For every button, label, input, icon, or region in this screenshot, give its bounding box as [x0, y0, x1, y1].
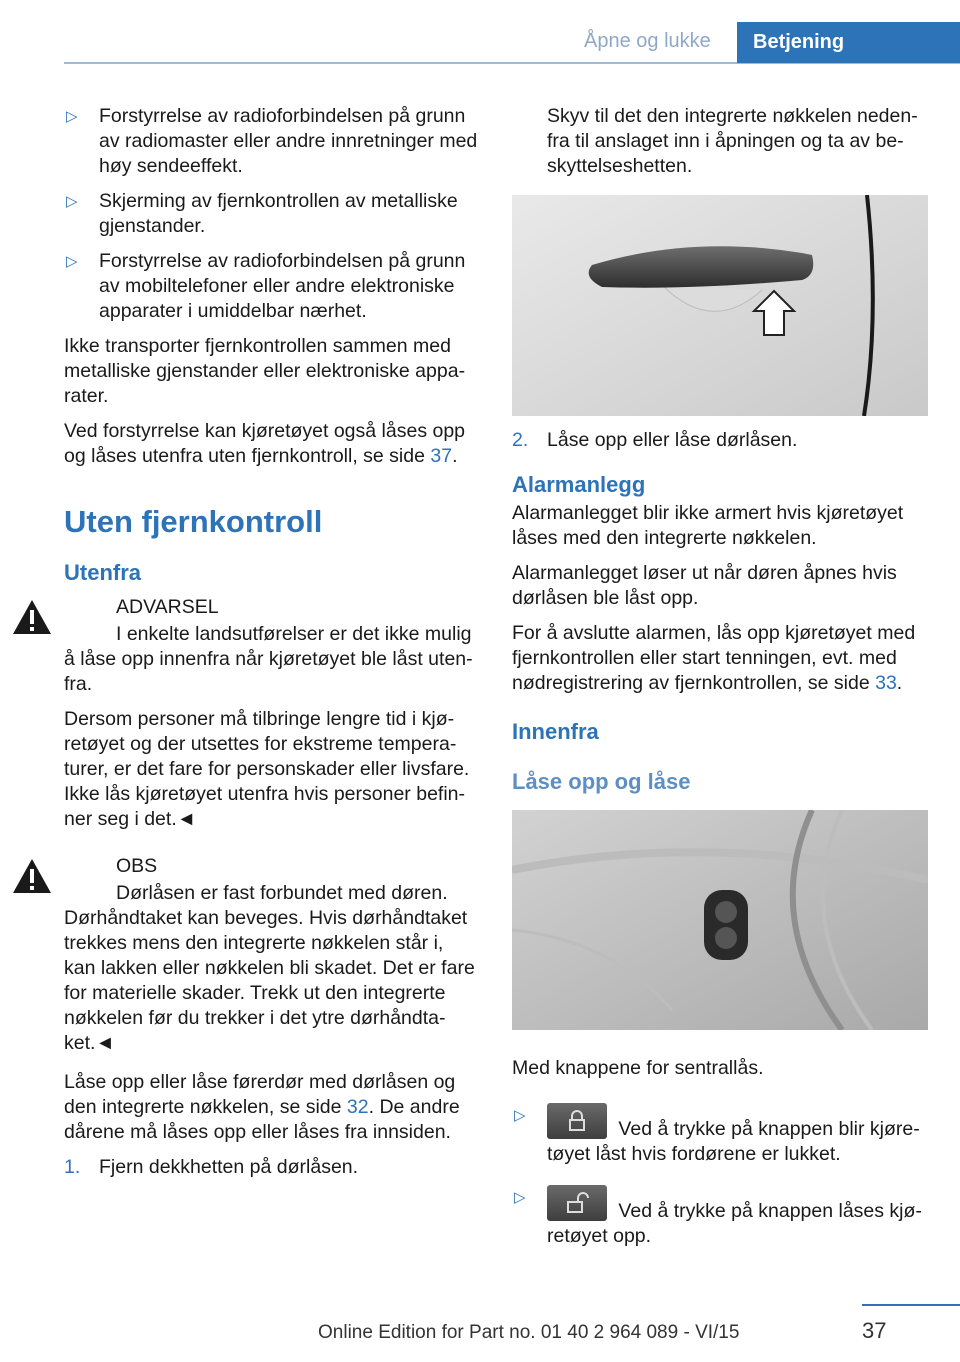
unlock-button-icon	[547, 1185, 607, 1221]
page-link-33[interactable]: 33	[875, 672, 897, 694]
bullet-marker: ▷	[66, 108, 78, 125]
warning-triangle-icon	[12, 599, 52, 635]
subsection-heading: Alarmanlegg	[512, 472, 646, 497]
step-number: 2.	[512, 429, 529, 451]
warning-text: I enkelte landsutførelser er det ikke mulig å låse opp innenfra når kjøretøyet ble låst utenfra.	[64, 623, 473, 695]
header-tab: Betjening	[737, 22, 960, 63]
warning-block	[64, 595, 478, 620]
list-item: ▷ Forstyrrelse av radioforbindelsen på grunn av radiomaster eller andre innretninger med høy sendeeffekt.	[66, 105, 478, 177]
footer-edition: Online Edition for Part no. 01 40 2 964 089 - VI/15	[318, 1322, 740, 1343]
door-panel-image	[512, 810, 928, 1030]
bullet-marker: ▷	[66, 193, 78, 210]
paragraph: For å avslutte alarmen, lås opp kjøretøyet med fjernkontrollen eller start tenningen, evt. med nødregistrering av fjernkontrollen, se side 33.	[512, 622, 916, 694]
step-item: 2. Låse opp eller låse dørlåsen.	[512, 429, 798, 451]
list-item: ▷ Ved å trykke på knappen blir kjøretøyet låst hvis fordørene er lukket.	[512, 1103, 928, 1167]
subsection-heading: Innenfra	[512, 719, 599, 744]
paragraph: Alarmanlegget blir ikke armert hvis kjøretøyet låses med den integrerte nøkkelen.	[512, 502, 904, 549]
paragraph: Alarmanlegget løser ut når døren åpnes hvis dørlåsen ble låst opp.	[512, 562, 897, 609]
page-number: 37	[862, 1318, 887, 1343]
paragraph: Låse opp eller låse førerdør med dørlåsen og den integrerte nøkkelen, se side 32. De andre dårene må låses opp eller låses fra innsiden.	[64, 1071, 460, 1143]
warning-title: ADVARSEL	[116, 596, 219, 618]
header-section: Åpne og lukke	[584, 30, 711, 52]
page-link-37[interactable]: 37	[430, 445, 453, 467]
paragraph: Skyv til det den integrerte nøkkelen nedenfra til anslaget inn i åpningen og ta av beskyttelseshetten.	[547, 105, 918, 177]
warning-triangle-icon	[12, 858, 52, 894]
bullet-marker: ▷	[66, 253, 78, 270]
door-handle-image	[512, 195, 928, 416]
list-item: ▷ Skjerming av fjernkontrollen av metalliske gjenstander.	[66, 190, 458, 237]
paragraph: Med knappene for sentrallås.	[512, 1057, 764, 1079]
notice-text: Dørlåsen er fast forbundet med døren. Dørhåndtaket kan beveges. Hvis dørhåndtaket trekkes mens den integrerte nøkkelen står i, kan lakken eller nøkkelen bli skadet. Det er fare for materielle skader. Trekk ut den integrerte nøkkelen før du trekker i det ytre dørhåndtaket.◄	[64, 882, 475, 1054]
bullet-marker: ▷	[514, 1189, 526, 1206]
notice-block	[64, 854, 478, 879]
lock-button-icon	[547, 1103, 607, 1139]
subsection-heading: Utenfra	[64, 560, 142, 585]
sub-subsection-heading: Låse opp og låse	[512, 769, 691, 794]
step-number: 1.	[64, 1156, 81, 1178]
list-item: ▷ Ved å trykke på knappen låses kjøretøyet opp.	[512, 1185, 928, 1249]
warning-text: Dersom personer må tilbringe lengre tid i kjøretøyet og der utsettes for ekstreme temperaturer, er det fare for personskader eller livsfare. Ikke lås kjøretøyet utenfra hvis personer befinner seg i det.◄	[64, 708, 470, 830]
right-column	[512, 104, 928, 1259]
notice-title: OBS	[116, 855, 158, 877]
step-item: 1. Fjern dekkhetten på dørlåsen.	[64, 1156, 359, 1178]
section-heading: Uten fjernkontroll	[64, 504, 323, 539]
footer-rule	[862, 1304, 960, 1306]
page-link-32[interactable]: 32	[346, 1096, 369, 1118]
left-column	[64, 104, 478, 1190]
paragraph: Ved forstyrrelse kan kjøretøyet også låses opp og låses utenfra uten fjernkontroll, se side 37.	[64, 420, 466, 467]
bullet-marker: ▷	[514, 1107, 526, 1124]
list-item: ▷ Forstyrrelse av radioforbindelsen på grunn av mobiltelefoner eller andre elektroniske apparater i umiddelbar nærhet.	[66, 250, 466, 322]
paragraph: Ikke transporter fjernkontrollen sammen med metalliske gjenstander eller elektroniske apparater.	[64, 335, 466, 407]
